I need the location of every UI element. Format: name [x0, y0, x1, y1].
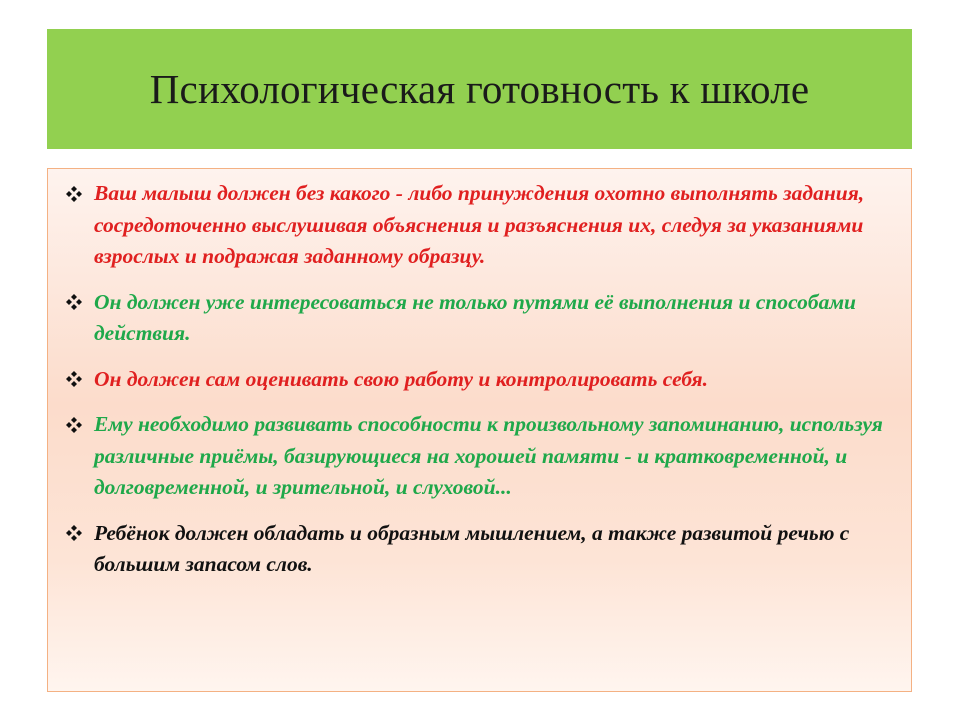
diamond-bullet-icon	[64, 409, 84, 440]
title-bar	[47, 29, 912, 149]
diamond-bullet-icon	[64, 178, 84, 209]
content-box	[47, 168, 912, 692]
bullet-text: Ваш малыш должен без какого - либо принуждения охотно выполнять задания, сосредоточенно выслушивая объяснения и разъяснения их, следуя за указаниями взрослых и подражая заданному образцу.	[94, 181, 865, 268]
bullet-item-3	[64, 364, 899, 396]
diamond-bullet-icon	[64, 287, 84, 318]
bullet-text: Он должен сам оценивать свою работу и контролировать себя.	[94, 366, 708, 391]
diamond-bullet-icon	[64, 364, 84, 395]
bullet-text: Ему необходимо развивать способности к произвольному запоминанию, используя различные приёмы, базирующиеся на хорошей памяти - и кратковременной, и долговременной, и зрительной, и слуховой...	[94, 412, 883, 499]
bullet-item-1	[64, 178, 899, 273]
bullet-list	[64, 178, 899, 581]
page-title: Психологическая готовность к школе	[149, 66, 810, 112]
bullet-text: Он должен уже интересоваться не только путями её выполнения и способами действия.	[94, 289, 857, 345]
bullet-text: Ребёнок должен обладать и образным мышлением, а также развитой речью с большим запасом слов.	[94, 520, 850, 576]
diamond-bullet-icon	[64, 518, 84, 549]
bullet-item-4	[64, 409, 899, 504]
bullet-item-5	[64, 518, 899, 581]
bullet-item-2	[64, 287, 899, 350]
